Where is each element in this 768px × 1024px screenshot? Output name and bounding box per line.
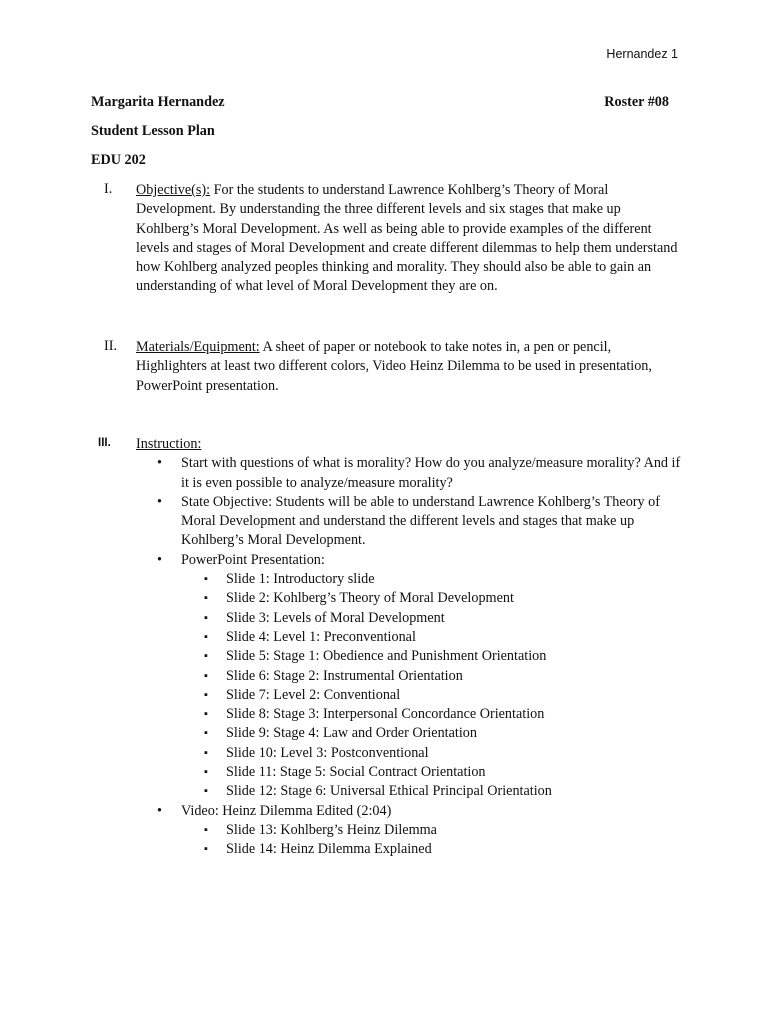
slide-item: ▪ Slide 8: Stage 3: Interpersonal Concordance Orientation	[181, 705, 681, 724]
instruction-label: Instruction:	[136, 436, 202, 452]
instruction-list	[136, 454, 681, 859]
slide-item: ▪ Slide 6: Stage 2: Instrumental Orientation	[181, 667, 681, 686]
list-item: • Start with questions of what is morality? How do you analyze/measure morality? And if it is even possible to analyze/measure morality?	[136, 454, 681, 493]
slide-item: ▪ Slide 5: Stage 1: Obedience and Punishment Orientation	[181, 647, 681, 666]
slide-item: ▪ Slide 12: Stage 6: Universal Ethical Principal Orientation	[181, 782, 681, 801]
objectives-body	[136, 181, 681, 297]
powerpoint-heading: • PowerPoint Presentation:	[181, 551, 325, 568]
name-row	[91, 94, 669, 111]
slide-item: ▪ Slide 10: Level 3: Postconventional	[181, 744, 681, 763]
slide-item: ▪ Slide 3: Levels of Moral Development	[181, 609, 681, 628]
materials-body	[136, 338, 681, 396]
materials-label: Materials/Equipment:	[136, 339, 260, 355]
list-item	[136, 802, 681, 860]
slide-item: ▪ Slide 9: Stage 4: Law and Order Orientation	[181, 724, 681, 743]
objectives-label: Objective(s):	[136, 182, 211, 198]
running-head: Hernandez 1	[606, 47, 678, 61]
section-numeral: II.	[104, 338, 117, 354]
instruction-section	[91, 435, 681, 860]
video-slide-list	[181, 821, 681, 860]
list-item	[136, 551, 681, 802]
video-heading: • Video: Heinz Dilemma Edited (2:04)	[181, 802, 392, 819]
powerpoint-slide-list	[181, 570, 681, 802]
slide-item: ▪ Slide 14: Heinz Dilemma Explained	[181, 840, 681, 859]
slide-item: ▪ Slide 2: Kohlberg’s Theory of Moral Development	[181, 589, 681, 608]
materials-text: A sheet of paper or notebook to take notes in, a pen or pencil, Highlighters at least two different colors, Video Heinz Dilemma to be used in presentation, PowerPoint presentation.	[136, 339, 652, 394]
section-numeral: I.	[104, 181, 113, 197]
materials-section	[91, 338, 681, 396]
list-item: • State Objective: Students will be able to understand Lawrence Kohlberg’s Theory of Moral Development and understand the different levels and stages that make up Kohlberg’s Moral Development.	[136, 493, 681, 551]
slide-item: ▪ Slide 11: Stage 5: Social Contract Orientation	[181, 763, 681, 782]
objectives-section	[91, 181, 681, 297]
slide-item: ▪ Slide 13: Kohlberg’s Heinz Dilemma	[181, 821, 681, 840]
document-title: Student Lesson Plan	[91, 123, 215, 139]
slide-item: ▪ Slide 7: Level 2: Conventional	[181, 686, 681, 705]
objectives-text: For the students to understand Lawrence Kohlberg’s Theory of Moral Development. By understanding the three different levels and six stages that make up Kohlberg’s Moral Development. As well as being able to provide examples of the different levels and stages of Moral Development and create different dilemmas to help them understand how Kohlberg analyzed peoples thinking and morality. They should also be able to gain an understanding of what level of Moral Development they are on.	[136, 182, 678, 295]
slide-item: ▪ Slide 4: Level 1: Preconventional	[181, 628, 681, 647]
student-name: Margarita Hernandez	[91, 94, 225, 110]
slide-item: ▪ Slide 1: Introductory slide	[181, 570, 681, 589]
section-numeral: III.	[98, 437, 111, 449]
course-code: EDU 202	[91, 152, 146, 168]
roster-number: Roster #08	[604, 94, 669, 110]
instruction-body	[136, 435, 681, 860]
